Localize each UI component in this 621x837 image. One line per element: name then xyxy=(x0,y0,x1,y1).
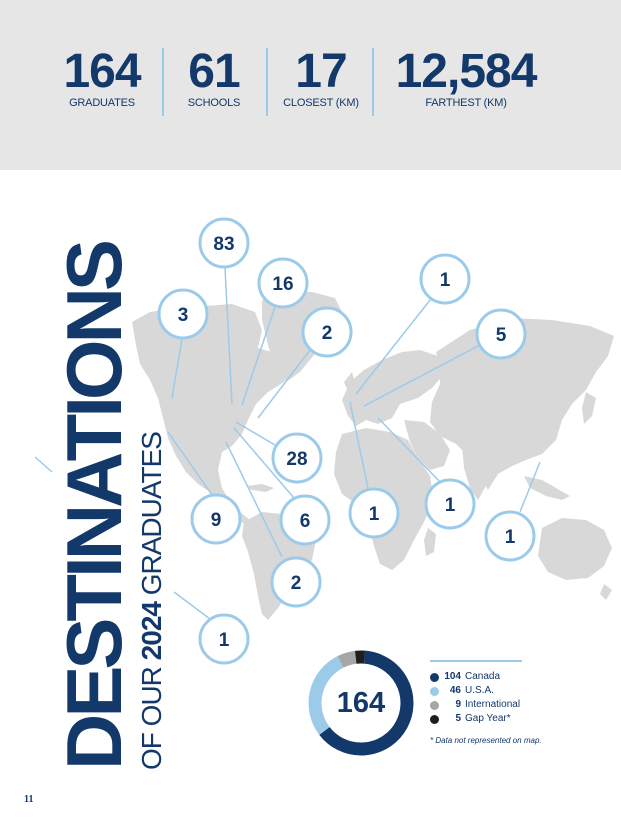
stat-label: FARTHEST (KM) xyxy=(425,97,507,109)
bubble-count: 1 xyxy=(439,270,451,291)
stat-divider xyxy=(266,48,268,116)
donut-segment-international xyxy=(341,657,356,661)
subtitle-prefix: OF OUR xyxy=(136,660,167,770)
bubble-count: 2 xyxy=(321,323,333,344)
legend-item-gap-year xyxy=(430,712,522,726)
stat-closest xyxy=(280,46,362,110)
map-landmasses xyxy=(132,292,614,620)
bubble-count: 1 xyxy=(504,527,516,548)
legend-count: 104 xyxy=(444,671,461,682)
donut-legend xyxy=(430,660,522,726)
bubble-count: 2 xyxy=(290,573,302,594)
bubble-count: 6 xyxy=(299,511,311,532)
bubble-count: 1 xyxy=(218,630,230,651)
stat-label: SCHOOLS xyxy=(187,97,241,109)
bubble-count: 83 xyxy=(213,234,235,255)
subtitle-suffix: GRADUATES xyxy=(136,432,167,603)
legend-label: Gap Year* xyxy=(465,713,511,724)
bubble-count: 1 xyxy=(444,495,456,516)
legend-swatch xyxy=(430,701,439,710)
legend-item-canada xyxy=(430,670,522,684)
stats-band xyxy=(0,0,621,170)
stat-graduates xyxy=(58,46,146,110)
legend-count: 46 xyxy=(449,685,461,696)
stat-number: 17 xyxy=(295,45,347,98)
legend-footnote: * Data not represented on map. xyxy=(430,736,542,745)
legend-count: 5 xyxy=(455,713,461,724)
legend-swatch xyxy=(430,673,439,682)
bubble-count: 3 xyxy=(177,305,189,326)
stat-divider xyxy=(372,48,374,116)
stat-number: 12,584 xyxy=(395,45,537,98)
madagascar-shape xyxy=(424,528,436,556)
stat-label: CLOSEST (KM) xyxy=(283,97,359,109)
legend-label: Canada xyxy=(465,671,501,682)
europe-shape xyxy=(342,350,446,426)
stat-divider xyxy=(162,48,164,116)
legend-label: International xyxy=(465,699,521,710)
legend-count: 9 xyxy=(455,699,461,710)
stat-schools xyxy=(178,46,250,110)
stat-number: 61 xyxy=(188,45,240,98)
page-number: 11 xyxy=(24,794,34,805)
destinations-subtitle xyxy=(138,432,166,770)
stat-label: GRADUATES xyxy=(69,97,135,109)
bubble-count: 9 xyxy=(210,510,222,531)
subtitle-year: 2024 xyxy=(136,602,167,661)
bubble-count: 28 xyxy=(286,449,308,470)
destinations-title: DESTINATIONS xyxy=(50,243,138,770)
stat-farthest xyxy=(386,46,546,110)
bubble-count: 16 xyxy=(272,274,294,295)
japan-shape xyxy=(582,392,596,424)
legend-label: U.S.A. xyxy=(465,685,494,696)
australia-shape xyxy=(538,518,612,580)
stat-number: 164 xyxy=(63,45,141,98)
legend-item-international xyxy=(430,698,522,712)
new-zealand-shape xyxy=(600,584,612,600)
legend-swatch xyxy=(430,687,439,696)
donut-total: 164 xyxy=(336,687,386,719)
legend-swatch xyxy=(430,715,439,724)
southeast-asia-shape xyxy=(524,476,570,500)
legend-item-usa xyxy=(430,684,522,698)
bubble-count: 1 xyxy=(368,504,380,525)
bubble-count: 5 xyxy=(495,325,507,346)
